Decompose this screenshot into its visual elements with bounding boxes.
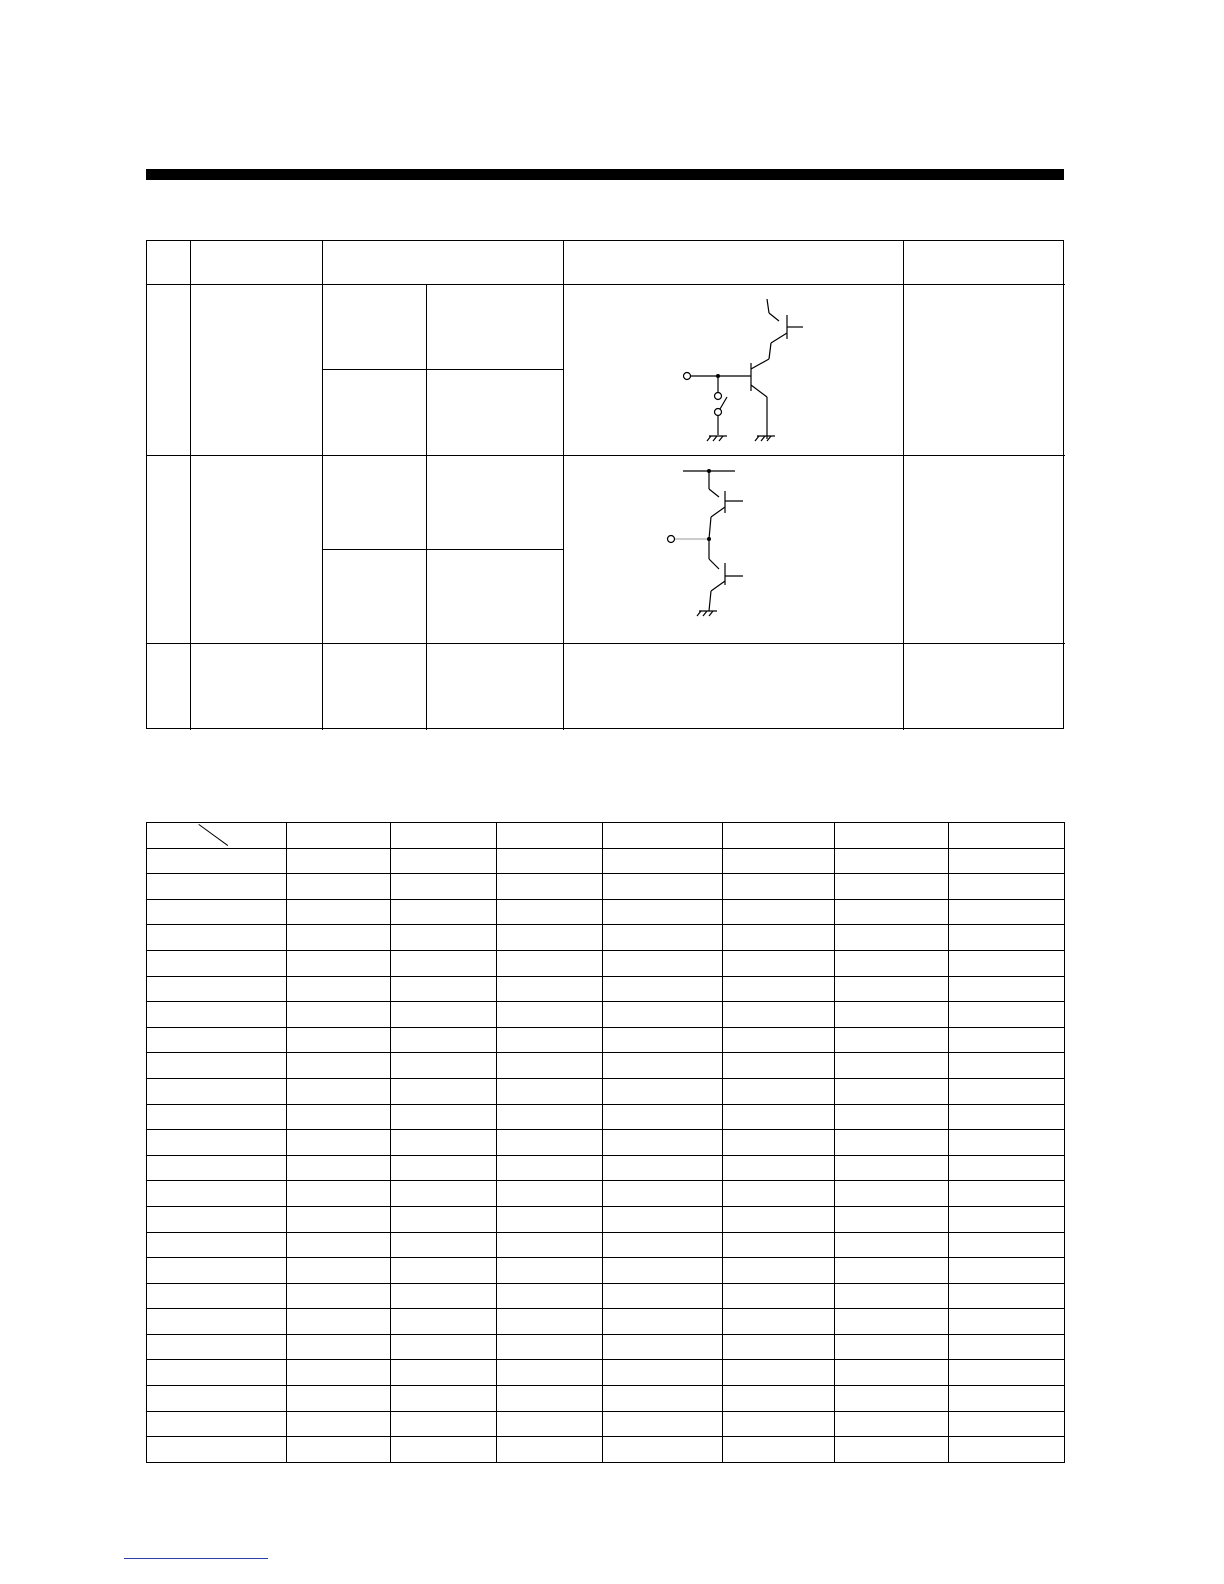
- grid-cell: [603, 1104, 723, 1130]
- grid-cell: [949, 1258, 1065, 1284]
- grid-cell: [287, 925, 391, 951]
- grid-cell: [391, 1027, 497, 1053]
- grid-cell: [287, 899, 391, 925]
- grid-cell: [603, 1206, 723, 1232]
- grid-cell: [723, 1334, 835, 1360]
- grid-header-cell: [835, 823, 949, 849]
- grid-cell: [835, 950, 949, 976]
- grid-cell: [147, 1386, 287, 1412]
- grid-cell: [287, 1334, 391, 1360]
- totem-pole-output-circuit-icon: [661, 465, 761, 625]
- grid-cell: [949, 1053, 1065, 1079]
- grid-cell: [497, 1053, 603, 1079]
- grid-cell: [287, 848, 391, 874]
- grid-cell: [835, 1181, 949, 1207]
- grid-row: [147, 1334, 1065, 1360]
- grid-row: [147, 1258, 1065, 1284]
- grid-cell: [723, 1411, 835, 1437]
- grid-row: [147, 1002, 1065, 1028]
- grid-cell: [603, 1078, 723, 1104]
- grid-cell: [603, 1002, 723, 1028]
- grid-cell: [723, 1360, 835, 1386]
- grid-cell: [835, 1232, 949, 1258]
- grid-cell: [835, 1104, 949, 1130]
- grid-cell: [287, 1232, 391, 1258]
- grid-cell: [147, 1206, 287, 1232]
- grid-cell: [949, 1309, 1065, 1335]
- grid-cell: [835, 1053, 949, 1079]
- grid-cell: [497, 1206, 603, 1232]
- grid-cell: [835, 1386, 949, 1412]
- grid-cell: [391, 1078, 497, 1104]
- grid-cell: [723, 1386, 835, 1412]
- grid-cell: [391, 950, 497, 976]
- grid-cell: [147, 925, 287, 951]
- grid-cell: [147, 874, 287, 900]
- grid-cell: [497, 1232, 603, 1258]
- grid-cell: [835, 1078, 949, 1104]
- grid-cell: [497, 1309, 603, 1335]
- grid-cell: [287, 1053, 391, 1079]
- grid-row: [147, 848, 1065, 874]
- grid-body: [147, 823, 1065, 1463]
- grid-cell: [835, 874, 949, 900]
- grid-cell: [287, 1181, 391, 1207]
- grid-cell: [287, 1360, 391, 1386]
- grid-cell: [391, 1283, 497, 1309]
- grid-cell: [603, 848, 723, 874]
- grid-cell: [497, 1334, 603, 1360]
- grid-cell: [287, 1078, 391, 1104]
- grid-cell: [147, 1027, 287, 1053]
- grid-cell: [497, 1258, 603, 1284]
- grid-row: [147, 899, 1065, 925]
- footer-link-underline[interactable]: [124, 1558, 268, 1559]
- grid-cell: [835, 1002, 949, 1028]
- grid-cell: [949, 1002, 1065, 1028]
- header-divider: [147, 284, 1065, 285]
- grid-row: [147, 1155, 1065, 1181]
- grid-cell: [391, 1002, 497, 1028]
- grid-cell: [497, 1437, 603, 1463]
- grid-cell: [723, 1002, 835, 1028]
- grid-cell: [723, 950, 835, 976]
- grid-cell: [147, 1334, 287, 1360]
- grid-cell: [603, 950, 723, 976]
- grid-cell: [497, 1027, 603, 1053]
- grid-cell: [147, 1104, 287, 1130]
- grid-cell: [391, 1181, 497, 1207]
- grid-cell: [949, 1334, 1065, 1360]
- open-collector-switch-circuit-icon: [675, 299, 815, 449]
- grid-cell: [497, 899, 603, 925]
- grid-header-row: [147, 823, 1065, 849]
- subrow-divider-1: [323, 369, 563, 370]
- grid-cell: [391, 1104, 497, 1130]
- grid-cell: [835, 1155, 949, 1181]
- grid-cell: [949, 925, 1065, 951]
- grid-cell: [949, 976, 1065, 1002]
- grid-cell: [603, 1155, 723, 1181]
- grid-cell: [287, 874, 391, 900]
- grid-cell: [497, 925, 603, 951]
- grid-cell: [949, 1155, 1065, 1181]
- row-divider-2: [147, 643, 1065, 644]
- grid-cell: [723, 848, 835, 874]
- grid-cell: [949, 874, 1065, 900]
- grid-cell: [497, 950, 603, 976]
- grid-cell: [835, 899, 949, 925]
- grid-cell: [723, 1027, 835, 1053]
- grid-cell: [949, 1206, 1065, 1232]
- grid-cell: [949, 1411, 1065, 1437]
- grid-cell: [391, 1334, 497, 1360]
- grid-cell: [147, 1258, 287, 1284]
- grid-cell: [147, 1411, 287, 1437]
- grid-cell: [723, 1309, 835, 1335]
- grid-cell: [497, 1104, 603, 1130]
- grid-cell: [287, 1283, 391, 1309]
- grid-cell: [723, 1155, 835, 1181]
- grid-cell: [835, 1360, 949, 1386]
- grid-row: [147, 1130, 1065, 1156]
- grid-cell: [603, 874, 723, 900]
- grid-header-cell: [391, 823, 497, 849]
- grid-cell: [603, 1411, 723, 1437]
- col-divider-function: [563, 241, 564, 730]
- grid-cell: [147, 1232, 287, 1258]
- grid-row: [147, 1206, 1065, 1232]
- grid-cell: [287, 1130, 391, 1156]
- grid-cell: [147, 1130, 287, 1156]
- grid-cell: [723, 1283, 835, 1309]
- grid-cell: [147, 1309, 287, 1335]
- grid-cell: [391, 925, 497, 951]
- grid-cell: [497, 1411, 603, 1437]
- grid-cell: [723, 1258, 835, 1284]
- grid-cell: [603, 1130, 723, 1156]
- grid-cell: [835, 1258, 949, 1284]
- grid-cell: [391, 899, 497, 925]
- grid-cell: [603, 1181, 723, 1207]
- grid-cell: [835, 976, 949, 1002]
- grid-cell: [603, 1309, 723, 1335]
- grid-cell: [391, 848, 497, 874]
- grid-cell: [391, 1053, 497, 1079]
- grid-cell: [835, 1283, 949, 1309]
- grid-cell: [147, 950, 287, 976]
- grid-cell: [603, 1437, 723, 1463]
- grid-cell: [287, 1002, 391, 1028]
- grid-cell: [497, 1360, 603, 1386]
- grid-cell: [287, 1027, 391, 1053]
- grid-cell: [497, 848, 603, 874]
- grid-cell: [603, 1283, 723, 1309]
- grid-cell: [497, 1130, 603, 1156]
- grid-cell: [603, 1232, 723, 1258]
- grid-cell: [287, 1104, 391, 1130]
- grid-cell: [603, 976, 723, 1002]
- grid-cell: [147, 1002, 287, 1028]
- grid-cell: [949, 1360, 1065, 1386]
- title-rule: [146, 169, 1064, 180]
- grid-row: [147, 1283, 1065, 1309]
- grid-cell: [949, 950, 1065, 976]
- grid-cell: [497, 1155, 603, 1181]
- grid-row: [147, 1386, 1065, 1412]
- grid-cell: [391, 1360, 497, 1386]
- grid-cell: [835, 1437, 949, 1463]
- corner-diagonal: [198, 824, 228, 846]
- grid-cell: [723, 874, 835, 900]
- grid-cell: [147, 1155, 287, 1181]
- pin-description-table: [146, 240, 1064, 729]
- grid-row: [147, 976, 1065, 1002]
- grid-cell: [287, 1386, 391, 1412]
- grid-row: [147, 925, 1065, 951]
- grid-cell: [603, 1360, 723, 1386]
- grid-cell: [497, 1078, 603, 1104]
- grid-cell: [603, 899, 723, 925]
- grid-header-cell: [497, 823, 603, 849]
- col-divider-no: [190, 241, 191, 730]
- grid-cell: [949, 1232, 1065, 1258]
- grid-row: [147, 1411, 1065, 1437]
- grid-cell: [287, 1309, 391, 1335]
- grid-cell: [949, 1027, 1065, 1053]
- grid-cell: [603, 1053, 723, 1079]
- grid-row: [147, 1078, 1065, 1104]
- grid-cell: [723, 1232, 835, 1258]
- grid-cell: [835, 1411, 949, 1437]
- grid-cell: [603, 925, 723, 951]
- grid-cell: [949, 899, 1065, 925]
- grid-cell: [949, 1181, 1065, 1207]
- grid-cell: [147, 1437, 287, 1463]
- grid-cell: [949, 848, 1065, 874]
- subrow-divider-2: [323, 549, 563, 550]
- grid-cell: [147, 1053, 287, 1079]
- grid-cell: [391, 1155, 497, 1181]
- grid-cell: [723, 1437, 835, 1463]
- grid-cell: [391, 1411, 497, 1437]
- grid-cell: [147, 1181, 287, 1207]
- grid-cell: [391, 1232, 497, 1258]
- grid-row: [147, 1437, 1065, 1463]
- grid-cell: [287, 976, 391, 1002]
- grid-cell: [723, 1206, 835, 1232]
- grid-header-cell: [287, 823, 391, 849]
- grid-cell: [147, 899, 287, 925]
- grid-cell: [287, 950, 391, 976]
- grid-cell: [603, 1027, 723, 1053]
- grid-cell: [147, 1283, 287, 1309]
- grid-cell: [391, 1258, 497, 1284]
- grid-cell: [287, 1437, 391, 1463]
- grid-row: [147, 874, 1065, 900]
- grid-cell: [287, 1258, 391, 1284]
- grid-cell: [835, 1334, 949, 1360]
- grid-cell: [391, 1309, 497, 1335]
- grid-cell: [391, 1206, 497, 1232]
- grid-cell: [723, 1053, 835, 1079]
- grid-cell: [147, 848, 287, 874]
- grid-cell: [497, 1386, 603, 1412]
- grid-header-cell: [723, 823, 835, 849]
- grid-cell: [723, 925, 835, 951]
- grid-cell: [497, 874, 603, 900]
- col-divider-state: [426, 284, 427, 730]
- grid-cell: [603, 1386, 723, 1412]
- col-divider-name: [322, 241, 323, 730]
- grid-cell: [603, 1334, 723, 1360]
- grid-cell: [949, 1386, 1065, 1412]
- grid-cell: [287, 1155, 391, 1181]
- grid-cell: [391, 976, 497, 1002]
- grid-cell: [147, 976, 287, 1002]
- grid-cell: [391, 1437, 497, 1463]
- grid-cell: [497, 1002, 603, 1028]
- grid-row: [147, 1232, 1065, 1258]
- grid-cell: [287, 1411, 391, 1437]
- grid-cell: [147, 1078, 287, 1104]
- grid-row: [147, 1309, 1065, 1335]
- grid-row: [147, 1053, 1065, 1079]
- grid-cell: [723, 1104, 835, 1130]
- parameter-grid-table: [146, 822, 1065, 1463]
- grid-cell: [497, 1181, 603, 1207]
- grid-cell: [391, 1386, 497, 1412]
- grid-header-cell: [949, 823, 1065, 849]
- grid-row: [147, 1027, 1065, 1053]
- grid-cell: [147, 1360, 287, 1386]
- grid-cell: [723, 976, 835, 1002]
- grid-cell: [723, 1181, 835, 1207]
- grid-corner-cell: [147, 823, 287, 849]
- grid-cell: [949, 1104, 1065, 1130]
- grid-cell: [497, 976, 603, 1002]
- grid-cell: [835, 1027, 949, 1053]
- row-divider-1: [147, 455, 1065, 456]
- grid-cell: [603, 1258, 723, 1284]
- grid-cell: [949, 1437, 1065, 1463]
- col-divider-remarks: [903, 241, 904, 730]
- grid-row: [147, 950, 1065, 976]
- grid-cell: [835, 1309, 949, 1335]
- grid-cell: [723, 899, 835, 925]
- grid-cell: [723, 1078, 835, 1104]
- grid-header-cell: [603, 823, 723, 849]
- grid-cell: [391, 874, 497, 900]
- grid-cell: [391, 1130, 497, 1156]
- grid-cell: [835, 1206, 949, 1232]
- grid-cell: [723, 1130, 835, 1156]
- grid-cell: [949, 1078, 1065, 1104]
- grid-cell: [497, 1283, 603, 1309]
- grid-cell: [949, 1283, 1065, 1309]
- grid-row: [147, 1181, 1065, 1207]
- grid-cell: [287, 1206, 391, 1232]
- grid-cell: [835, 1130, 949, 1156]
- grid-row: [147, 1104, 1065, 1130]
- grid-row: [147, 1360, 1065, 1386]
- grid-cell: [949, 1130, 1065, 1156]
- grid-cell: [835, 848, 949, 874]
- grid-cell: [835, 925, 949, 951]
